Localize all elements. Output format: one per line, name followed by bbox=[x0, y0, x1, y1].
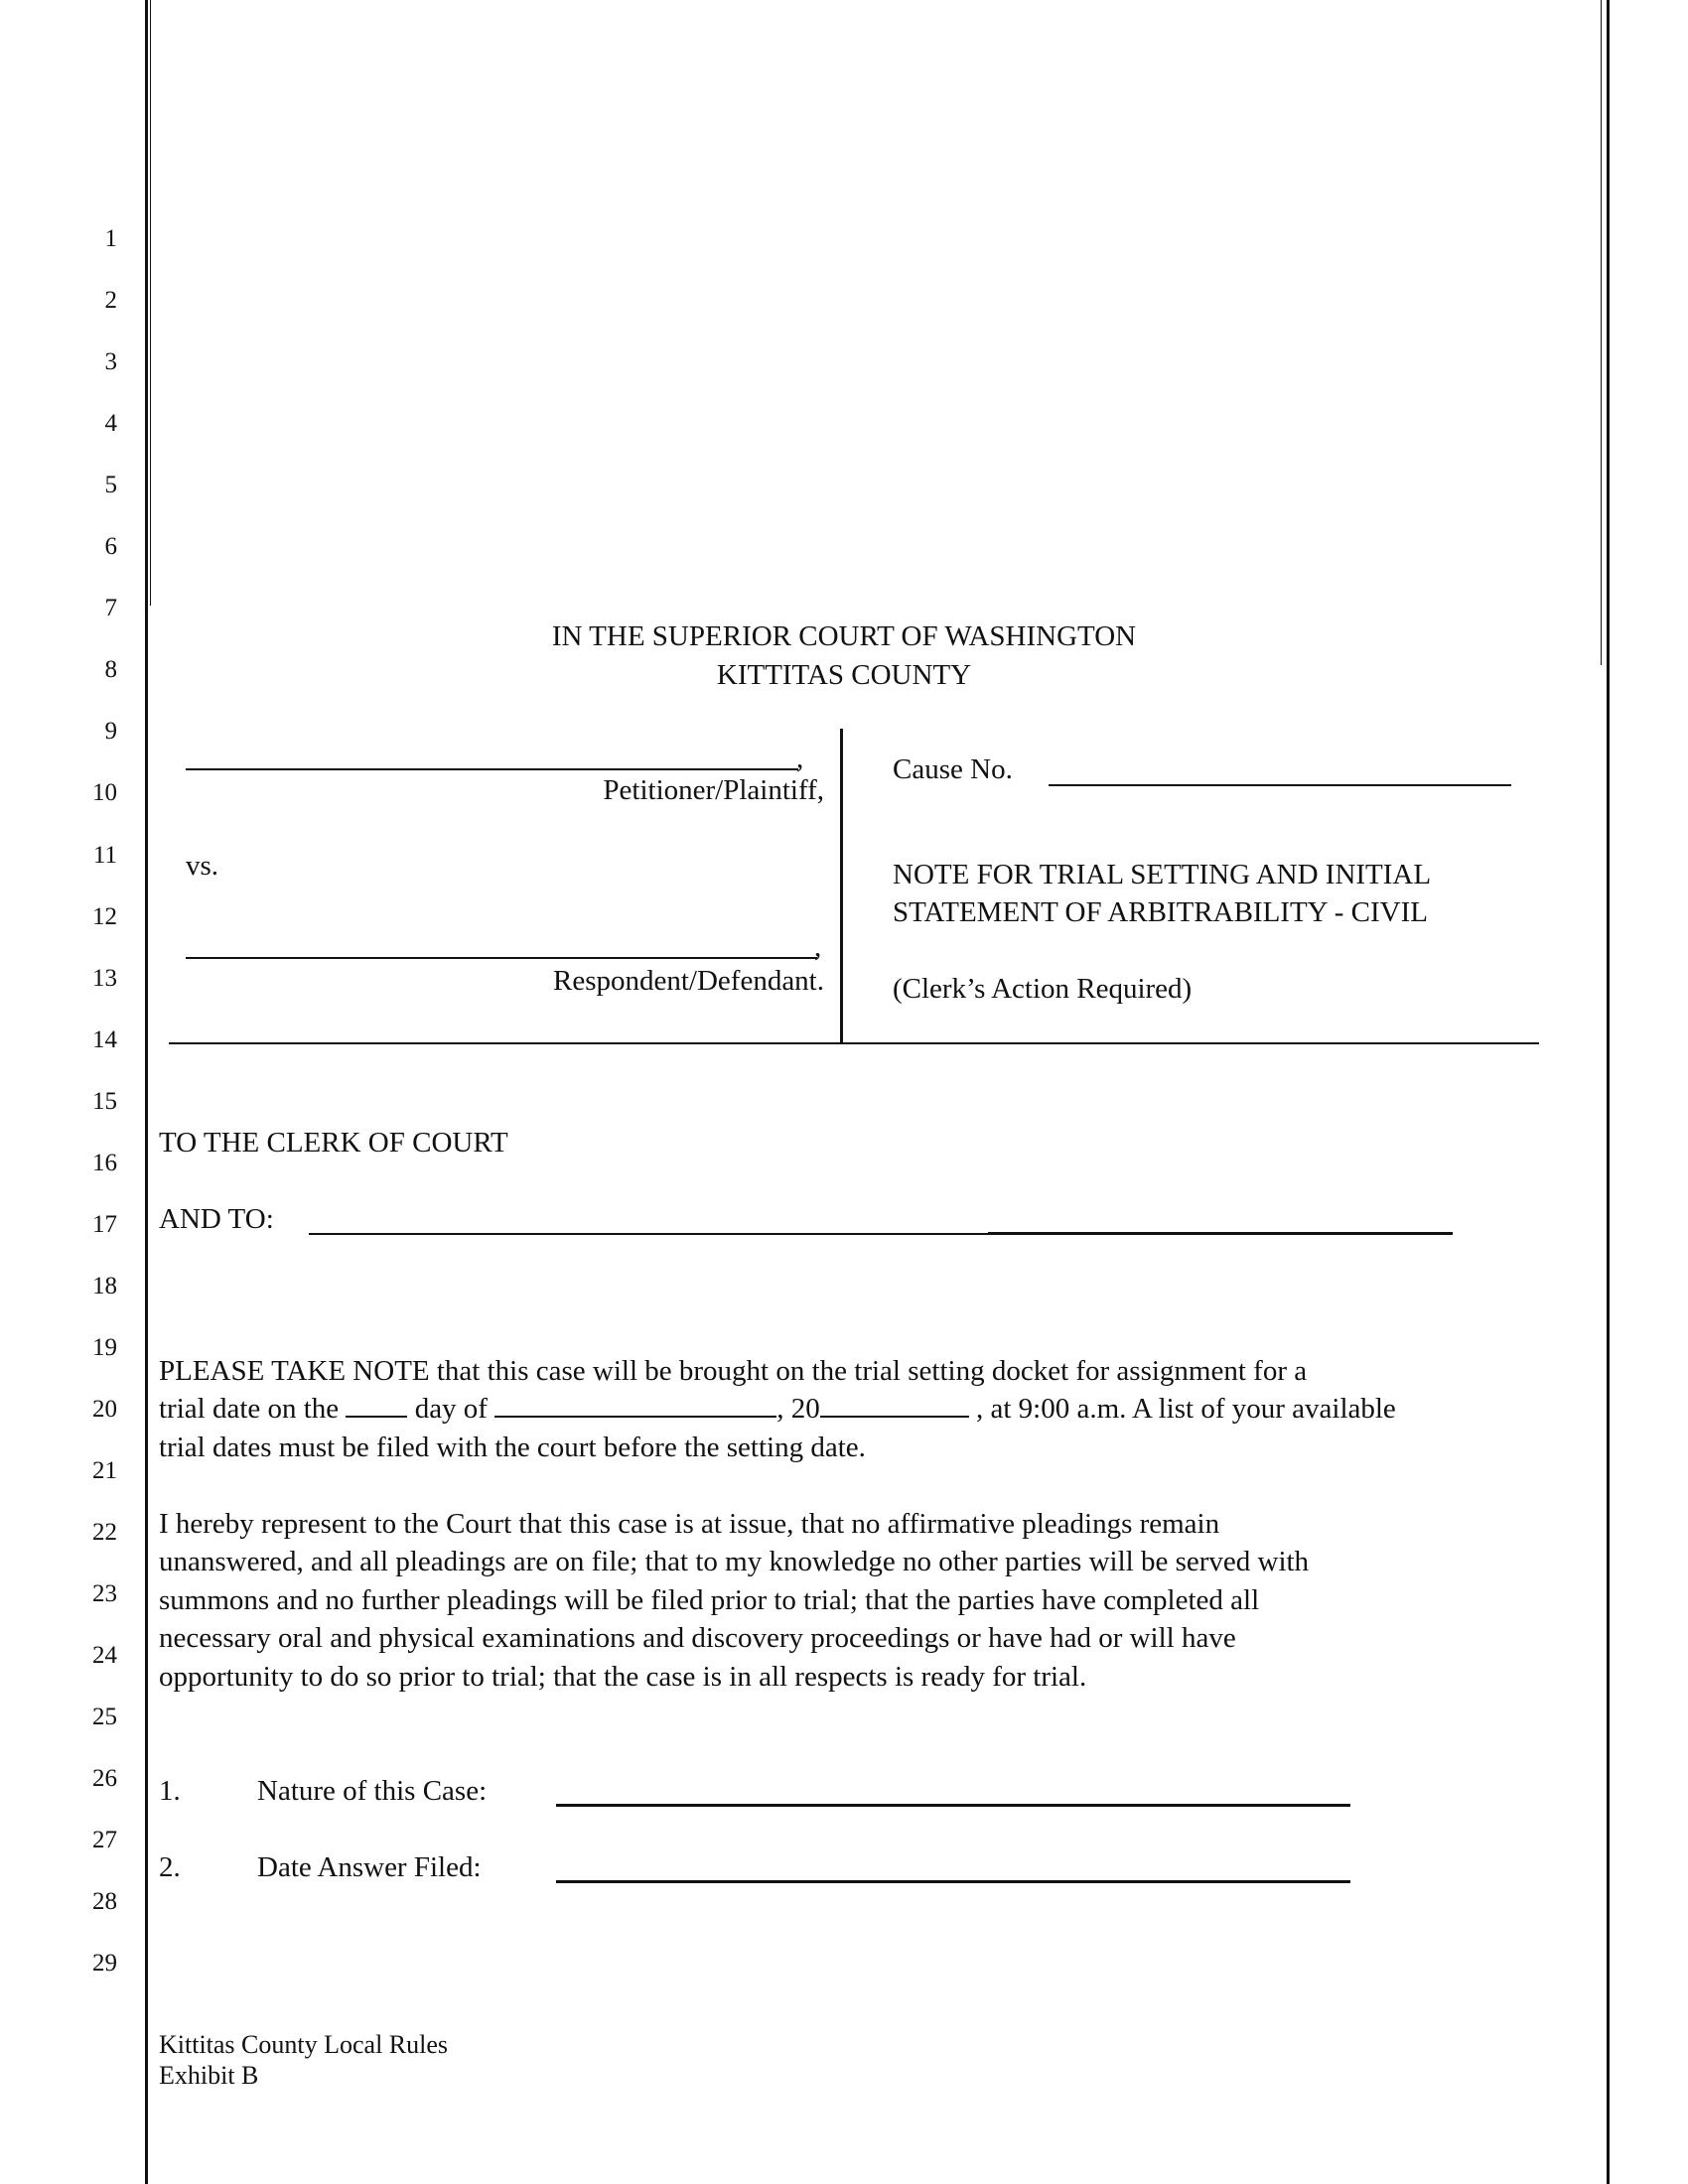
representation-line-1: I hereby represent to the Court that this case is at issue, that no affirmative pleadings remain bbox=[159, 1508, 1220, 1540]
line-number: 10 bbox=[92, 779, 117, 806]
county-name: KITTITAS COUNTY bbox=[716, 659, 972, 691]
line-number: 26 bbox=[92, 1765, 117, 1792]
line-number: 6 bbox=[104, 533, 117, 560]
respondent-blank[interactable] bbox=[186, 957, 817, 959]
representation-line-4: necessary oral and physical examinations and discovery proceedings or have had or will have bbox=[159, 1622, 1236, 1654]
line-number: 19 bbox=[92, 1334, 117, 1361]
notice-day-of: day of bbox=[414, 1393, 488, 1425]
nature-of-case-blank[interactable] bbox=[556, 1804, 1350, 1807]
notice-line-2-start: trial date on the bbox=[159, 1393, 340, 1425]
line-number: 21 bbox=[92, 1457, 117, 1484]
cause-number-label: Cause No. bbox=[893, 753, 1013, 785]
representation-line-5: opportunity to do so prior to trial; that the case is in all respects is ready for trial. bbox=[159, 1661, 1087, 1693]
trial-month-blank[interactable] bbox=[494, 1390, 776, 1418]
and-to-blank-extension[interactable] bbox=[988, 1232, 1453, 1235]
and-to-blank[interactable] bbox=[309, 1233, 988, 1235]
line-number: 13 bbox=[92, 965, 117, 992]
line-number: 29 bbox=[92, 1950, 117, 1977]
trial-day-blank[interactable] bbox=[346, 1390, 407, 1418]
line-number: 27 bbox=[92, 1827, 117, 1853]
line-number: 9 bbox=[104, 718, 117, 745]
representation-line-3: summons and no further pleadings will be filed prior to trial; that the parties have completed all bbox=[159, 1584, 1260, 1616]
line-number: 17 bbox=[92, 1211, 117, 1238]
line-number: 15 bbox=[92, 1088, 117, 1115]
document-title-line1: NOTE FOR TRIAL SETTING AND INITIAL bbox=[893, 859, 1432, 890]
line-number: 28 bbox=[92, 1888, 117, 1915]
notice-line-2 bbox=[159, 1390, 1396, 1428]
versus-label: vs. bbox=[186, 850, 219, 882]
line-number: 7 bbox=[104, 595, 117, 621]
right-margin-rule bbox=[1607, 0, 1610, 2184]
petitioner-comma: , bbox=[796, 743, 804, 774]
notice-line-1: PLEASE TAKE NOTE that this case will be brought on the trial setting docket for assignment for a bbox=[159, 1355, 1308, 1387]
item-1-number: 1. bbox=[159, 1775, 181, 1807]
right-margin-rule-inner bbox=[1601, 0, 1602, 665]
caption-bottom-rule bbox=[169, 1042, 1539, 1044]
line-number: 16 bbox=[92, 1150, 117, 1176]
footer-local-rules: Kittitas County Local Rules bbox=[159, 2030, 449, 2059]
respondent-comma: , bbox=[814, 931, 822, 963]
line-number: 5 bbox=[104, 472, 117, 498]
line-number: 1 bbox=[104, 225, 117, 252]
item-2-number: 2. bbox=[159, 1851, 181, 1883]
date-answer-filed-blank[interactable] bbox=[556, 1880, 1350, 1883]
line-number: 11 bbox=[92, 842, 117, 869]
item-1-label: Nature of this Case: bbox=[257, 1775, 488, 1807]
left-margin-rule bbox=[145, 0, 148, 2184]
and-to-label: AND TO: bbox=[159, 1203, 274, 1235]
line-number: 3 bbox=[104, 348, 117, 375]
clerk-action-note: (Clerk’s Action Required) bbox=[893, 973, 1193, 1005]
caption-vertical-divider bbox=[840, 729, 843, 1044]
line-number: 2 bbox=[104, 287, 117, 314]
line-number: 18 bbox=[92, 1273, 117, 1299]
line-number: 12 bbox=[92, 903, 117, 930]
line-number: 24 bbox=[92, 1642, 117, 1669]
line-number: 14 bbox=[92, 1026, 117, 1053]
cause-number-blank[interactable] bbox=[1049, 784, 1511, 786]
notice-year-prefix: , 20 bbox=[776, 1393, 820, 1425]
line-number: 4 bbox=[104, 410, 117, 437]
trial-year-blank[interactable] bbox=[820, 1390, 969, 1418]
left-margin-rule-inner bbox=[150, 0, 151, 606]
notice-line-3: trial dates must be filed with the court before the setting date. bbox=[159, 1432, 866, 1463]
representation-line-2: unanswered, and all pleadings are on file; that to my knowledge no other parties will be served with bbox=[159, 1546, 1310, 1577]
line-number: 8 bbox=[104, 656, 117, 683]
respondent-label: Respondent/Defendant. bbox=[552, 965, 824, 997]
petitioner-blank[interactable] bbox=[186, 768, 798, 770]
line-number: 22 bbox=[92, 1519, 117, 1546]
notice-line-2-end: , at 9:00 a.m. A list of your available bbox=[975, 1393, 1396, 1425]
line-number: 20 bbox=[92, 1396, 117, 1423]
line-number: 25 bbox=[92, 1704, 117, 1730]
footer-exhibit: Exhibit B bbox=[159, 2061, 259, 2090]
item-2-label: Date Answer Filed: bbox=[257, 1851, 482, 1883]
line-number: 23 bbox=[92, 1580, 117, 1607]
to-clerk-heading: TO THE CLERK OF COURT bbox=[159, 1127, 508, 1159]
document-title-line2: STATEMENT OF ARBITRABILITY - CIVIL bbox=[893, 896, 1428, 928]
petitioner-label: Petitioner/Plaintiff, bbox=[603, 774, 824, 806]
court-name: IN THE SUPERIOR COURT OF WASHINGTON bbox=[551, 620, 1137, 652]
